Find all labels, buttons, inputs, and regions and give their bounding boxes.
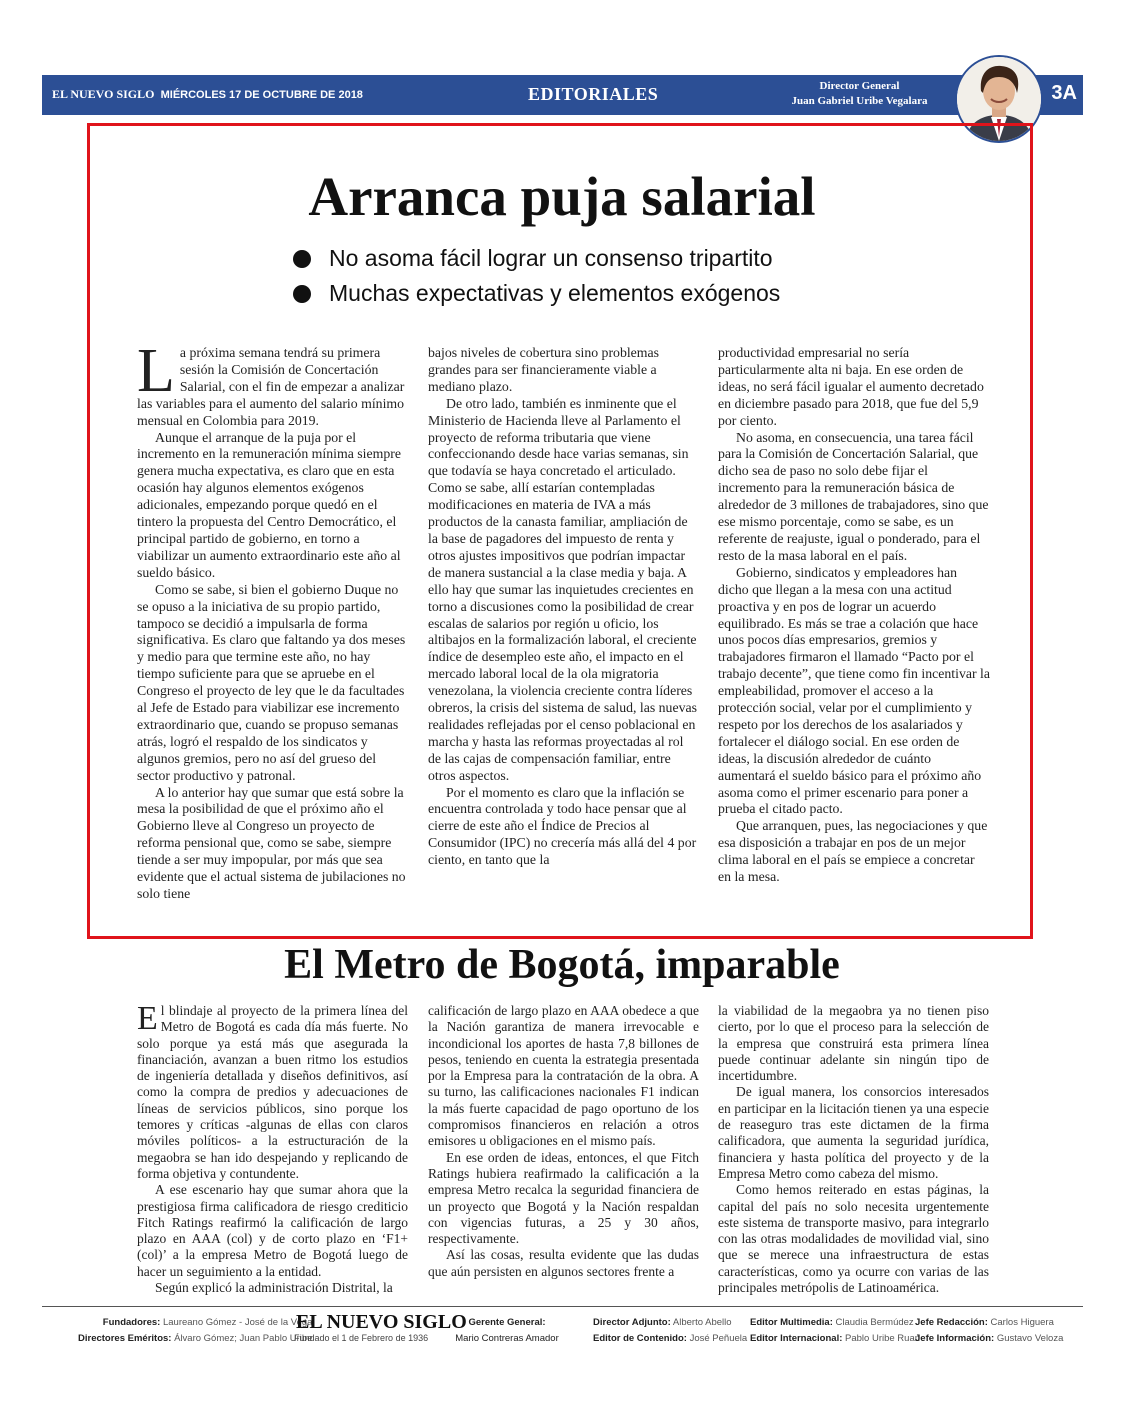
paragraph: Que arranquen, pues, las negociaciones y que esa disposición a trabajar en pos de un mejor clima laboral en el país se empiece a concretar en la mesa. bbox=[718, 818, 988, 885]
editorial-2-column-1 bbox=[137, 1000, 408, 1296]
paragraph: Así las cosas, resulta evidente que las dudas que aún persisten en algunos sectores frente a bbox=[428, 1247, 699, 1279]
paragraph: la viabilidad de la megaobra ya no tienen piso cierto, por lo que el proceso para la selección de la empresa que construirá esta primera línea puede continuar adelante sin ningún tipo de incertidumbre. bbox=[718, 1003, 989, 1084]
masthead-date bbox=[52, 87, 363, 102]
section-title: EDITORIALES bbox=[528, 84, 659, 104]
paragraph: calificación de largo plazo en AAA obedece a que la Nación garantiza de manera irrevocable e incondicional los aportes de hasta 7,8 billones de pesos, teniendo en cuenta la estrategia presentada por la Empresa para la contratación de la obra. A su turno, las calificaciones nacionales F1 indican la más fuerte capacidad de pago oportuno de los compromisos financieros en relación a otros emisores u obligaciones en el mismo país. bbox=[428, 1003, 699, 1149]
paragraph: La próxima semana tendrá su primera sesión la Comisión de Concertación Salarial, con el fin de empezar a analizar las variables para el aumento del salario mínimo mensual en Colombia para 2019. bbox=[137, 337, 405, 428]
page-number: 3A bbox=[1051, 82, 1077, 104]
paragraph: A ese escenario hay que sumar ahora que la prestigiosa firma calificadora de riesgo crediticio Fitch Ratings reafirmó la calificación de largo plazo en AAA (col) y de corto plazo en ‘F1+ (col)’ a la empresa Metro de Bogotá luego de hacer un seguimiento a la entidad. bbox=[137, 1182, 408, 1279]
director-title: Director General bbox=[819, 80, 900, 92]
paragraph: productividad empresarial no sería particularmente alta ni baja. En ese orden de ideas, no será fácil igualar el aumento decretado en diciembre pasado para 2018, que fue del 5,9 por ciento. bbox=[718, 345, 984, 428]
paragraph: Según explicó la administración Distrital, la bbox=[155, 1280, 393, 1296]
footer-founded: Fundado el 1 de Febrero de 1936 bbox=[294, 1333, 429, 1343]
footer-divider bbox=[42, 1306, 1083, 1307]
bullet-icon bbox=[293, 250, 311, 268]
footer-manager: Gerente General: Mario Contreras Amador bbox=[455, 1317, 559, 1344]
director-block bbox=[747, 79, 972, 109]
footer-newsroom-chiefs: Jefe Redacción: Carlos Higuera Jefe Información: Gustavo Veloza bbox=[915, 1317, 1064, 1344]
paragraph: El blindaje al proyecto de la primera línea del Metro de Bogotá es cada día más fuerte. No solo porque ya está más que asegurada la financiación, avanzan a buen ritmo los estudios de ingeniería detallada y diseños definitivos, así como la compra de predios y adecuaciones de líneas de servicios públicos, sino porque los temores y críticas -algunas de ellas con claros móviles políticos- a la estructuración de la megaobra se han ido despejando y replicando de forma objetiva y contundente. bbox=[137, 1000, 408, 1181]
director-name: Juan Gabriel Uribe Vegalara bbox=[791, 95, 928, 107]
paragraph: A lo anterior hay que sumar que está sobre la mesa la posibilidad de que el próximo año el Gobierno lleve al Congreso un proyecto de reforma pensional que, como se sabe, siempre tiende a ser muy impopular, por más que sea evidente que el actual sistema de jubilaciones no solo tiene bbox=[137, 784, 406, 901]
bullet-icon bbox=[293, 285, 311, 303]
editorial-1-column-2 bbox=[428, 345, 698, 869]
editorial-2-column-2 bbox=[428, 1003, 699, 1280]
header-band bbox=[42, 75, 1083, 115]
paragraph: En ese orden de ideas, entonces, el que Fitch Ratings hubiera reafirmado la calificación a la empresa Metro recalca la seguridad financiera de un proyecto que Bogotá y la Nación respaldan con vigencias futuras, a 25 y 30 años, respectivamente. bbox=[428, 1149, 699, 1247]
drop-cap: E bbox=[137, 1000, 158, 1037]
editorial-2-column-3 bbox=[718, 1003, 989, 1296]
paragraph: bajos niveles de cobertura sino problemas grandes para ser financieramente viable a mediano plazo. bbox=[428, 345, 660, 394]
paragraph: Gobierno, sindicatos y empleadores han dicho que llegan a la mesa con una actitud proactiva y en pos de lograr un acuerdo equilibrado. Es más se trae a colación que hace unos pocos días empresarios, gremios y trabajadores firmaron el llamado “Pacto por el trabajo decente”, que tiene como fin incentivar la empleabilidad, promover el acceso a la protección social, velar por el cumplimiento y respeto por los derechos de los asalariados y fortalecer el diálogo social. En ese orden de ideas, la discusión alrededor de cuánto aumentará el sueldo básico para el próximo año asoma como el primer escenario para poner a prueba el citado pacto. bbox=[718, 564, 990, 817]
footer-section-editors: Editor Multimedia: Claudia Bermúdez Editor Internacional: Pablo Uribe Ruan bbox=[750, 1317, 921, 1344]
editorial-1-column-3 bbox=[718, 345, 990, 886]
paragraph: Como se sabe, si bien el gobierno Duque no se opuso a la iniciativa de su propio partido, tampoco se decidió a impulsarla de forma significativa. Es claro que faltando ya dos meses y medio para que termine este año, no hay tiempo suficiente para que se apruebe en el Congreso el proyecto de ley que le da facultades al Jefe de Estado para viabilizar ese incremento extraordinario que, cuando se propuso semanas atrás, logró el respaldo de los sindicatos y algunos gremios, pero no así del grueso del sector productivo y patronal. bbox=[137, 581, 406, 783]
footer-founders: Fundadores: Laureano Gómez - José de la Vega Directores Eméritos: Álvaro Gómez; Juan Pablo Uribe bbox=[78, 1317, 313, 1344]
footer-deputy-editors: Director Adjunto: Alberto Abello Editor de Contenido: José Peñuela bbox=[593, 1317, 748, 1344]
editorial-1-column-1 bbox=[137, 337, 407, 903]
editorial-1-headline: Arranca puja salarial bbox=[308, 166, 816, 227]
subheading-2: Muchas expectativas y elementos exógenos bbox=[293, 280, 780, 307]
paragraph: Aunque el arranque de la puja por el incremento en la remuneración mínima siempre genera mucha expectativa, es claro que en esta ocasión hay algunos elementos exógenos adicionales, empezando porque quedó en el tintero la propuesta del Centro Democrático, el principal partido de gobierno, en torno a viabilizar un aumento extraordinario este año al sueldo básico. bbox=[137, 429, 401, 580]
issue-date: MIÉRCOLES 17 DE OCTUBRE DE 2018 bbox=[160, 89, 363, 101]
subheading-1: No asoma fácil lograr un consenso tripartito bbox=[293, 245, 773, 272]
paragraph: De igual manera, los consorcios interesados en participar en la licitación tienen ya una especie de reaseguro tras este dictamen de la firma calificadora, que aumenta la seguridad jurídica, financiera y hasta política del proyecto y de la Empresa Metro como cabeza del mismo. bbox=[718, 1084, 989, 1181]
paragraph: No asoma, en consecuencia, una tarea fácil para la Comisión de Concertación Salarial, que dicho sea de paso no solo debe fijar el incremento para la remuneración básica de alrededor de 3 millones de trabajadores, sino que ese mismo porcentaje, como se sabe, es un referente de reajuste, igual o ponderado, para el resto de la masa laboral en el país. bbox=[718, 429, 989, 563]
editorial-2-headline: El Metro de Bogotá, imparable bbox=[284, 942, 840, 988]
paragraph: De otro lado, también es inminente que el Ministerio de Hacienda lleve al Parlamento el proyecto de reforma tributaria que viene confeccionando desde hace varias semanas, sin que todavía se haya concretado el articulado. Como se sabe, allí estarían contempladas modificaciones en materia de IVA a más productos de la canasta familiar, ampliación de la base de pagadores del impuesto de renta y otros ajustes impositivos que podrían impactar de manera sustancial a la clase media y baja. A ello hay que sumar las inquietudes crecientes en torno a discusiones como la posibilidad de crear escalas de salarios por región u oficio, los altibajos en la formalización laboral, el creciente índice de desempleo este año, el impacto en el mercado laboral local de la ola migratoria venezolana, la violencia creciente contra líderes obreros, la crisis del sistema de salud, las nuevas realidades reflejadas por el censo poblacional en marcha y hasta las reformas proyectadas al rol de las cajas de compensación familiar, entre otros aspectos. bbox=[428, 395, 697, 783]
drop-cap: L bbox=[137, 337, 175, 405]
paper-name: EL NUEVO SIGLO bbox=[52, 87, 155, 101]
paragraph: Como hemos reiterado en estas páginas, la capital del país no solo necesita urgentemente este sistema de transporte masivo, para integrarlo con las otras modalidades de movilidad vial, sino que se merece una infraestructura de estas características, como ya ocurre con varias de las principales metrópolis de Latinoamérica. bbox=[718, 1182, 989, 1296]
paragraph: Por el momento es claro que la inflación se encuentra controlada y todo hace pensar que al cierre de este año el Índice de Precios al Consumidor (IPC) no crecería más allá del 4 por ciento, en tanto que la bbox=[428, 784, 697, 868]
footer-logo: EL NUEVO SIGLO bbox=[296, 1311, 467, 1333]
